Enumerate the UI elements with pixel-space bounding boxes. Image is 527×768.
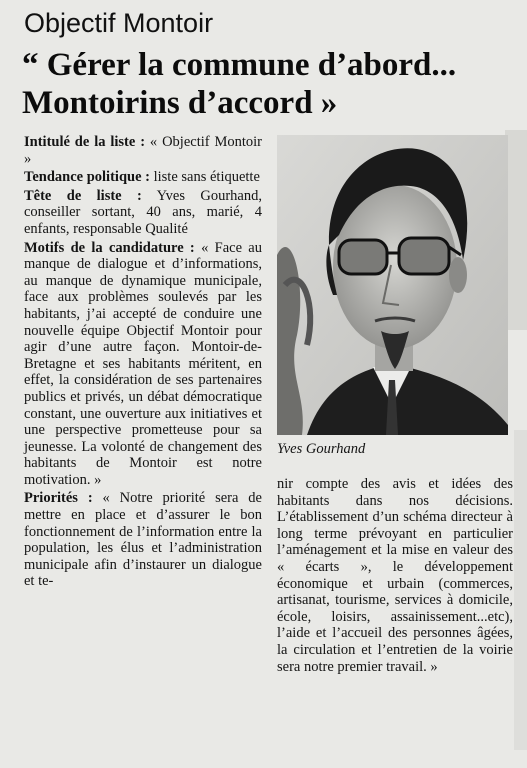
field-text: liste sans étiquette — [149, 169, 260, 186]
page-edge — [514, 430, 527, 750]
candidate-photo — [277, 135, 508, 435]
field-text: « Face au manque de dialogue et d’informations, au manque de dynamique municipale, face aux problèmes soulevés par les habitants, j’ai accepté de conduire une nouvelle équipe Objectif Montoir pour agir d’une autre façon. Montoir-de-Bretagne et ses habitants méritent, en effet, la considération de ses partenaires publics et privés, un débat démocratique constant, une ouverture aux initiatives et une perspective prometteuse pour sa jeunesse. La volonté de changement des habitants de Montoir est notre motivation. » — [24, 239, 262, 488]
left-column — [24, 134, 262, 592]
field-text: « Objectif Montoir » — [24, 134, 262, 167]
field-list-head — [24, 188, 262, 238]
field-label: Intitulé de la liste : — [24, 134, 146, 150]
adjacent-article-bleed-bottom — [0, 752, 527, 768]
field-text: Yves Gourhand, conseiller sortant, 40 ans, marié, 4 enfants, responsable Qualité — [24, 187, 262, 237]
article-headline: “ Gérer la commune d’abord... Montoirins d’accord » — [22, 46, 522, 122]
field-motives — [24, 240, 262, 489]
adjacent-column-edge — [505, 130, 527, 330]
field-list-name — [24, 134, 262, 167]
field-label: Tête de liste : — [24, 187, 142, 204]
article-kicker: Objectif Montoir — [24, 8, 221, 39]
field-text: « Notre priorité sera de mettre en place et d’assurer le bon fonctionnement de l’information entre la population, les élus et l’administration municipale afin d’instaurer un dialogue et te- — [24, 490, 262, 590]
field-political-tendency — [24, 169, 262, 186]
field-label: Motifs de la candidature : — [24, 239, 195, 256]
field-label: Priorités : — [24, 490, 93, 507]
field-priorities — [24, 490, 262, 590]
field-label: Tendance politique : — [24, 169, 150, 186]
right-column — [277, 476, 513, 675]
portrait-image — [277, 135, 508, 435]
photo-caption: Yves Gourhand — [277, 441, 366, 457]
continuation-text: nir compte des avis et idées des habitants dans nos décisions. L’établissement d’un schéma directeur à long terme prévoyant en particulier l’aménagement et la mise en valeur des « écarts », le développement économique et urbain (commerces, artisanat, tourisme, services à domicile, école, loisirs, assainissement...etc), l’aide et l’accueil des personnes âgées, la circulation et l’entretien de la voirie sera notre premier travail. » — [277, 476, 513, 675]
